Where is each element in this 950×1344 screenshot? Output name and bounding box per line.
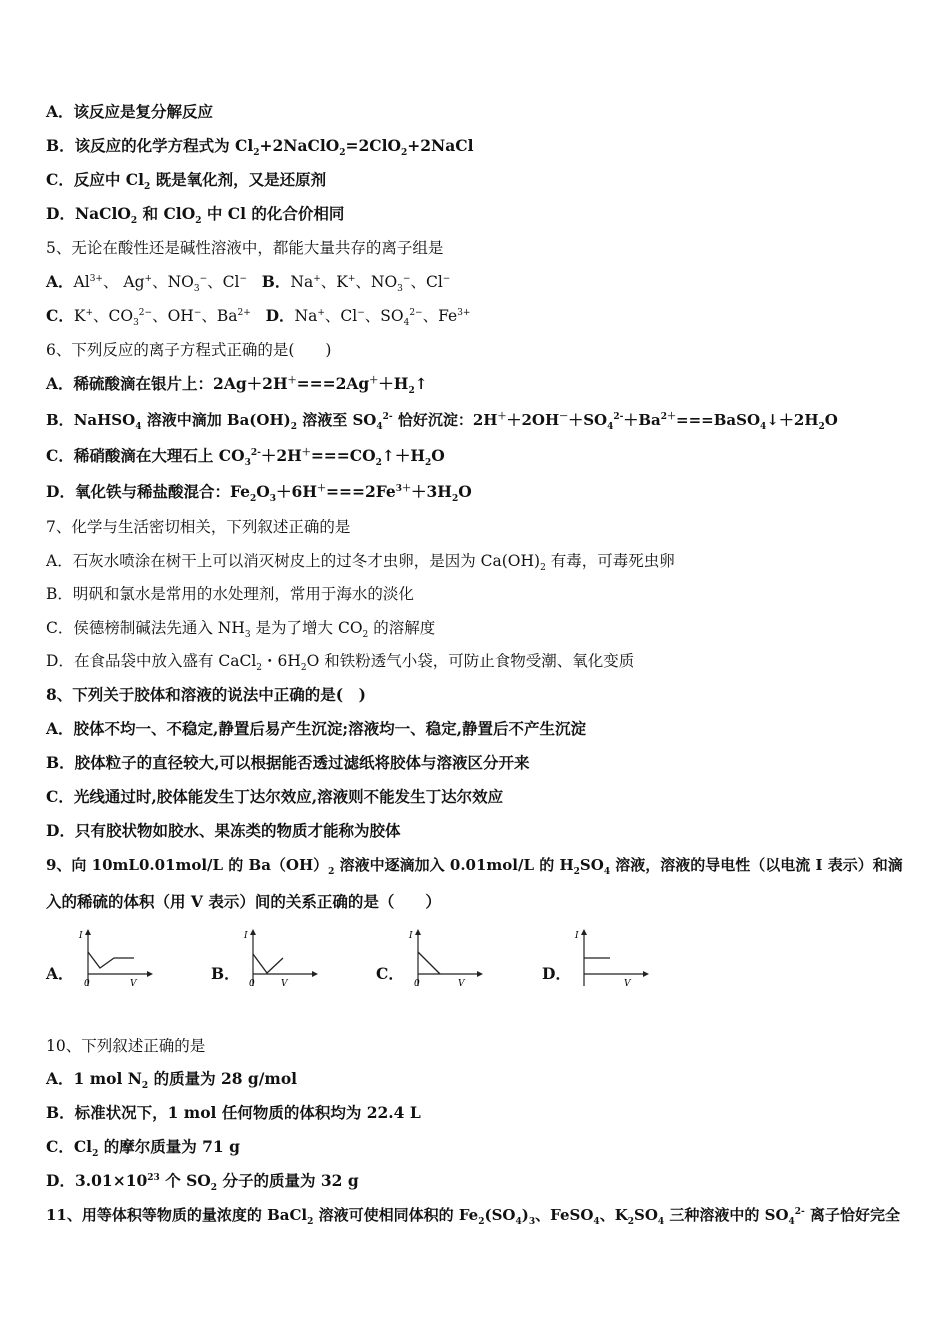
text: 、FeSO: [535, 1206, 594, 1224]
subscript: 2: [249, 494, 257, 505]
superscript: 3＋: [395, 483, 412, 494]
subscript: 4: [376, 422, 383, 432]
text: ＋2OH: [506, 411, 560, 429]
graph-c-plot: [406, 928, 486, 992]
subscript: 4: [515, 1217, 522, 1227]
superscript: +: [347, 273, 356, 284]
q4-option-b: [46, 135, 910, 157]
subscript: 2: [375, 458, 382, 469]
text: ＋SO: [568, 411, 608, 429]
graph-option-a[interactable]: [46, 928, 166, 998]
subscript: 2: [573, 867, 580, 877]
option-label: A．: [46, 272, 74, 291]
text: 胶体粒子的直径较大,可以根据能否透过滤纸将胶体与溶液区分开来: [74, 753, 530, 772]
graph-a-plot: [76, 928, 156, 992]
graph-option-b[interactable]: [211, 928, 331, 998]
q4-option-c: [46, 169, 910, 191]
x-axis-label: V: [624, 979, 631, 989]
text: 稀硝酸滴在大理石上 CO: [73, 446, 245, 465]
superscript: −: [442, 273, 451, 284]
x-axis-label: V: [130, 979, 137, 989]
superscript: －: [559, 412, 569, 422]
subscript: 2: [300, 663, 307, 674]
superscript: ＋: [497, 412, 507, 422]
option-label: C．: [46, 619, 74, 637]
option-label: B．: [46, 411, 74, 429]
option-label: B．: [261, 272, 291, 291]
text: 该反应的化学方程式为 Cl: [74, 136, 254, 155]
origin-label: 0: [249, 979, 255, 989]
superscript: 2-: [382, 412, 393, 422]
text: 石灰水喷涂在树干上可以消灭树皮上的过冬才虫卵，是因为 Ca(OH): [72, 552, 541, 570]
superscript: ＋: [316, 483, 326, 494]
text: 、 Ag: [102, 273, 145, 291]
superscript: 2-: [613, 412, 624, 422]
q10-stem: 10、下列叙述正确的是: [46, 1037, 206, 1055]
text: SO: [634, 1206, 658, 1224]
subscript: 4: [607, 422, 614, 432]
text: NaClO: [74, 204, 131, 223]
text: 、OH: [152, 307, 194, 325]
text: 、Ba: [201, 307, 238, 325]
subscript: 4: [135, 422, 142, 432]
graph-b-plot: [241, 928, 321, 992]
text: =2ClO: [345, 136, 401, 155]
y-axis-label: I: [244, 931, 248, 941]
subscript: 2: [818, 422, 825, 432]
text: 溶液中逐滴加入 0.01mol/L 的 H: [334, 856, 574, 874]
q9-graph-options: [46, 928, 666, 998]
option-label: C．: [46, 1137, 74, 1156]
subscript: 2: [92, 1149, 99, 1160]
q7-option-d: [46, 650, 910, 672]
text: ＋2H: [260, 446, 302, 465]
option-label: B．: [46, 1103, 75, 1122]
graph-option-label: B．: [211, 964, 240, 983]
text: ===2Fe: [325, 482, 396, 501]
text: 溶液，溶液的导电性（以电流 I 表示）和滴: [610, 856, 903, 874]
option-label: A．: [46, 102, 74, 121]
text: O 和铁粉透气小袋，可防止食物受潮、氧化变质: [306, 652, 635, 670]
subscript: 3: [193, 284, 200, 295]
q4-option-d: [46, 203, 910, 225]
subscript: 2: [408, 386, 415, 397]
text: O: [458, 482, 472, 501]
superscript: 3+: [457, 307, 471, 318]
q7-option-a: [46, 550, 910, 572]
y-axis-label: I: [79, 931, 83, 941]
text: 是为了增大 CO: [250, 619, 363, 637]
option-label: A．: [46, 719, 74, 738]
text: 3.01×10: [74, 1171, 148, 1190]
subscript: 2: [425, 458, 432, 469]
subscript: 2: [451, 494, 459, 505]
option-label: D．: [46, 1171, 75, 1190]
text: ): [521, 1206, 529, 1224]
option-label: A．: [46, 1069, 74, 1088]
text: 、Cl: [324, 307, 358, 325]
text: 的质量为 28 g/mol: [148, 1069, 298, 1088]
superscript: 2+: [237, 307, 251, 318]
superscript: +: [144, 273, 153, 284]
q7-option-c: [46, 617, 910, 639]
option-text: 该反应是复分解反应: [73, 102, 214, 121]
text: ＋Ba: [623, 411, 661, 429]
text: 9、向 10mL0.01mol/L 的 Ba（OH）: [46, 856, 329, 874]
q8-option-c: [46, 786, 910, 808]
superscript: 2-: [794, 1207, 805, 1217]
option-label: A．: [46, 552, 73, 570]
text: 、SO: [364, 307, 404, 325]
text: 有毒，可毒死虫卵: [545, 552, 675, 570]
option-label: D．: [46, 482, 75, 501]
subscript: 3: [528, 1217, 536, 1227]
option-label: D．: [46, 821, 75, 840]
subscript: 4: [760, 422, 767, 432]
subscript: 2: [290, 422, 298, 432]
text: SO: [579, 856, 604, 874]
option-label: C．: [46, 787, 74, 806]
text: 、Fe: [422, 307, 458, 325]
subscript: 2: [540, 563, 546, 574]
subscript: 2: [362, 630, 369, 641]
origin-label: 0: [84, 979, 90, 989]
text: Cl: [73, 1137, 93, 1156]
text: 三种溶液中的 SO: [664, 1206, 789, 1224]
q10-option-d: [46, 1170, 910, 1192]
subscript: 2: [195, 216, 202, 227]
superscript: 23: [147, 1172, 160, 1183]
q6-option-b: [46, 409, 910, 431]
q8-option-b: [46, 752, 910, 774]
text: ↑＋H: [381, 446, 426, 465]
q8-option-a: [46, 718, 910, 740]
subscript: 4: [657, 1217, 665, 1227]
q10-option-a: [46, 1068, 910, 1090]
option-label: B．: [46, 136, 75, 155]
text: ＋H: [378, 374, 409, 393]
text: 1 mol N: [73, 1069, 142, 1088]
subscript: 4: [788, 1217, 795, 1227]
text: 、K: [599, 1206, 628, 1224]
text: ↓＋2H: [766, 411, 819, 429]
option-label: C．: [46, 170, 74, 189]
q10-option-c: [46, 1136, 910, 1158]
subscript: 2: [400, 148, 408, 159]
text: 中 Cl 的化合价相同: [201, 204, 345, 223]
graph-c-curve: [418, 952, 440, 974]
option-label: A．: [46, 374, 74, 393]
text: 分子的质量为 32 g: [217, 1171, 359, 1190]
superscript: −: [402, 273, 411, 284]
q5-options-cd: [46, 305, 910, 327]
text: +2NaClO: [259, 136, 340, 155]
superscript: ＋: [301, 447, 311, 458]
option-label: B．: [46, 753, 75, 772]
subscript: 3: [269, 494, 277, 505]
text: 只有胶状物如胶水、果冻类的物质才能称为胶体: [74, 821, 401, 840]
superscript: 2-: [250, 447, 261, 458]
q9-stem: [46, 854, 910, 876]
option-label: D．: [46, 652, 74, 670]
text: 和 ClO: [137, 204, 196, 223]
text: ===BaSO: [676, 411, 761, 429]
q8-stem: 8、下列关于胶体和溶液的说法中正确的是( ): [46, 685, 366, 704]
option-label: D．: [46, 204, 75, 223]
text: 在食品袋中放入盛有 CaCl: [73, 652, 257, 670]
graph-option-label: D．: [542, 964, 571, 983]
text: 溶液可使相同体积的 Fe: [313, 1206, 479, 1224]
q8-option-d: [46, 820, 910, 842]
q5-stem: 5、无论在酸性还是碱性溶液中，都能大量共存的离子组是: [46, 239, 444, 257]
q7-stem: 7、化学与生活密切相关，下列叙述正确的是: [46, 518, 351, 536]
subscript: 2: [328, 867, 335, 877]
text: Na: [294, 307, 318, 325]
subscript: 2: [210, 1183, 218, 1194]
text: 反应中 Cl: [73, 170, 144, 189]
text: 、Cl: [207, 273, 240, 291]
graph-d-plot: [572, 928, 652, 992]
text: Al: [73, 273, 90, 291]
graph-b-curve: [253, 954, 283, 973]
text: ・6H: [262, 652, 301, 670]
graph-option-label: C．: [376, 964, 404, 983]
subscript: 2: [256, 663, 263, 674]
text: 稀硫酸滴在银片上：2Ag＋2H: [73, 374, 288, 393]
subscript: 2: [143, 182, 151, 193]
y-axis-label: I: [409, 931, 413, 941]
text: O: [256, 482, 270, 501]
text: 离子恰好完全: [804, 1206, 901, 1224]
q6-stem: 6、下列反应的离子方程式正确的是( ): [46, 341, 332, 359]
text: 个 SO: [159, 1171, 211, 1190]
text: +2NaCl: [407, 136, 474, 155]
subscript: 3: [244, 630, 251, 641]
text: ===2Ag: [296, 374, 370, 393]
text: 既是氧化剂，又是还原剂: [150, 170, 327, 189]
text: 、K: [320, 273, 348, 291]
text: (SO: [484, 1206, 516, 1224]
x-axis-label: V: [281, 979, 288, 989]
subscript: 3: [244, 458, 251, 469]
option-label: B．: [46, 585, 73, 603]
graph-option-c[interactable]: [376, 928, 496, 998]
text: 的溶解度: [368, 619, 436, 637]
text: NaHSO: [73, 411, 136, 429]
text: 、Cl: [410, 273, 443, 291]
text: O: [824, 411, 838, 429]
superscript: −: [193, 307, 202, 318]
q4-option-a: [46, 101, 910, 123]
text: 、NO: [152, 273, 194, 291]
text: 侯德榜制碱法先通入 NH: [73, 619, 245, 637]
q5-options-ab: [46, 271, 910, 293]
text: 氧化铁与稀盐酸混合：Fe: [74, 482, 250, 501]
subscript: 3: [397, 284, 403, 295]
text: 溶液至 SO: [297, 411, 377, 429]
subscript: 4: [593, 1217, 600, 1227]
subscript: 2: [627, 1217, 634, 1227]
superscript: +: [85, 307, 93, 318]
q6-option-a: [46, 373, 910, 395]
text: ↑: [414, 374, 428, 393]
subscript: 2: [130, 216, 138, 227]
subscript: 2: [339, 148, 346, 159]
text: 恰好沉淀：2H: [392, 411, 498, 429]
superscript: ＋: [287, 375, 297, 386]
text: ＋6H: [276, 482, 317, 501]
subscript: 4: [403, 318, 410, 329]
subscript: 3: [133, 318, 139, 329]
graph-a-curve: [88, 952, 134, 968]
superscript: −: [239, 273, 247, 284]
subscript: 2: [141, 1081, 149, 1092]
text: 的摩尔质量为 71 g: [98, 1137, 240, 1156]
text: 、NO: [355, 273, 398, 291]
superscript: ＋: [369, 375, 379, 386]
option-label: C．: [46, 306, 74, 325]
graph-option-label: A．: [46, 964, 74, 983]
text: 11、用等体积等物质的量浓度的 BaCl: [46, 1206, 308, 1224]
text: 标准状况下，1 mol 任何物质的体积均为 22.4 L: [74, 1103, 421, 1122]
superscript: 3+: [89, 273, 103, 284]
text: O: [431, 446, 445, 465]
text: 、CO: [92, 307, 134, 325]
subscript: 4: [603, 867, 611, 877]
text: 明矾和氯水是常用的水处理剂，常用于海水的淡化: [72, 585, 414, 603]
superscript: 2＋: [660, 412, 677, 422]
q9-stem-line2: 入的稀硫的体积（用 V 表示）间的关系正确的是（ ）: [46, 892, 441, 911]
subscript: 2: [478, 1217, 485, 1227]
q11-stem: [46, 1204, 910, 1226]
superscript: 2−: [409, 307, 423, 318]
text: 胶体不均一、不稳定,静置后易产生沉淀;溶液均一、稳定,静置后不产生沉淀: [73, 719, 587, 738]
superscript: −: [199, 273, 208, 284]
superscript: +: [313, 273, 321, 284]
q10-option-b: [46, 1102, 910, 1124]
origin-label: 0: [414, 979, 420, 989]
text: ＋3H: [411, 482, 452, 501]
option-label: D．: [265, 306, 295, 325]
x-axis-label: V: [458, 979, 465, 989]
text: K: [73, 307, 86, 325]
subscript: 2: [307, 1217, 314, 1227]
superscript: −: [357, 307, 365, 318]
q6-option-d: [46, 481, 910, 503]
option-label: C．: [46, 446, 74, 465]
superscript: +: [317, 307, 325, 318]
subscript: 2: [253, 148, 260, 159]
q7-option-b: [46, 583, 910, 605]
text: 溶液中滴加 Ba(OH): [141, 411, 291, 429]
text: Na: [290, 273, 314, 291]
y-axis-label: I: [575, 931, 579, 941]
text: ===CO: [310, 446, 376, 465]
text: 光线通过时,胶体能发生丁达尔效应,溶液则不能发生丁达尔效应: [73, 787, 504, 806]
graph-option-d[interactable]: [542, 928, 662, 998]
superscript: 2−: [138, 307, 153, 318]
q6-option-c: [46, 445, 910, 467]
